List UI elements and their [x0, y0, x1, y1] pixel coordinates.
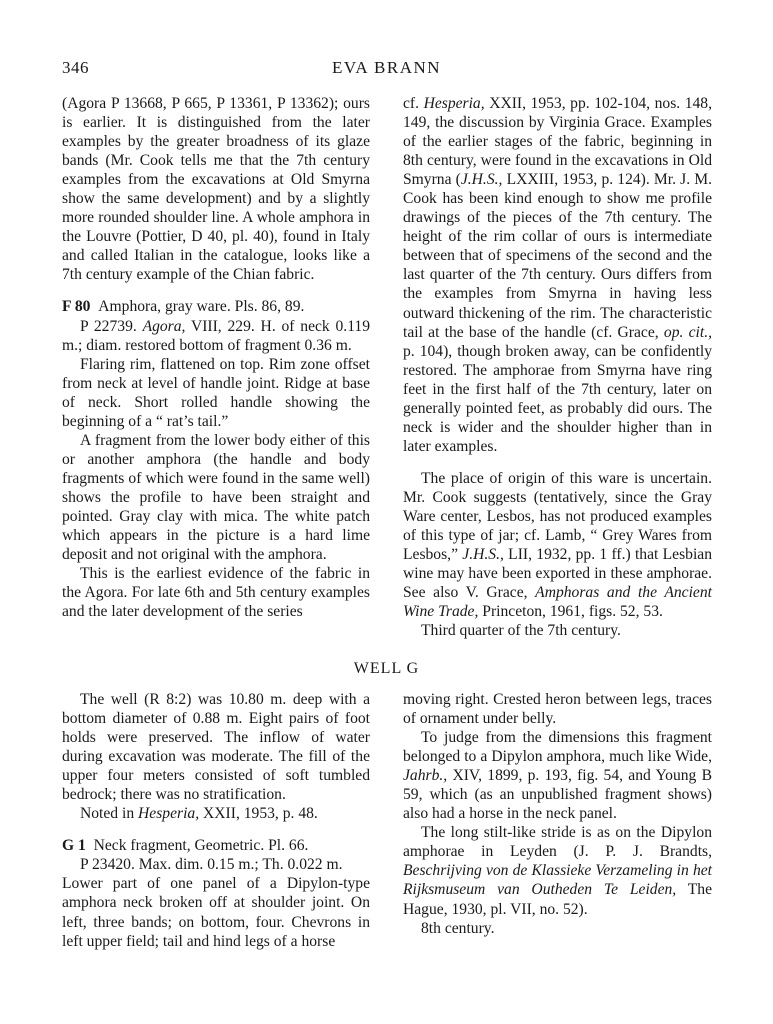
column-bottom-right — [403, 690, 712, 938]
paragraph-earliest-evidence: This is the earliest evidence of the fabric in the Agora. For late 6th and 5th century examples and the later development of the series — [62, 565, 370, 621]
paragraph-leyden: The long stilt-like stride is as on the Dipylon amphorae in Leyden (J. P. J. Brandts, Beschrijving von de Klassieke Verzameling in het Rijksmuseum van Outheden Te Leiden, The Hague, 1930, pl. VII, no. 52). — [403, 824, 712, 918]
catalog-number: G 1 — [62, 837, 86, 855]
column-top-right — [403, 94, 712, 640]
paragraph-date: 8th century. — [421, 919, 495, 937]
page-number: 346 — [62, 58, 89, 77]
paragraph-fragment-description: Lower part of one panel of a Dipylon-type amphora neck broken off at shoulder joint. On left, three bands; on bottom, four. Chevrons in left upper field; tail and hind legs of a horse — [62, 875, 370, 950]
paragraph-well-description: The well (R 8:2) was 10.80 m. deep with a bottom diameter of 0.88 m. Eight pairs of foot holds were preserved. The inflow of water during excavation was moderate. The fill of the upper four meters consisted of soft tumbled bedrock; there was no stratification. — [62, 691, 370, 804]
paragraph-series-discussion: cf. Hesperia, XXII, 1953, pp. 102-104, nos. 148, 149, the discussion by Virginia Grace. Examples of the earlier stages of the fabric, beginning in 8th century, were found in the excavations in Old Smyrna (J.H.S., LXXIII, 1953, p. 124). Mr. J. M. Cook has been kind enough to show me profile drawings of the pieces of the 7th century. The height of the rim collar of ours is intermediate between that of specimens of the second and the last quarter of the 7th century. Ours differs from the examples from Smyrna in having less outward thickening of the rim. The characteristic tail at the base of the handle (cf. Grace, op. cit., p. 104), though broken away, can be confidently restored. The amphorae from Smyrna have ring feet in the first half of the 7th century, later on generally pointed feet, as probably did ours. The neck is wider and the shoulder higher than in later examples. — [403, 95, 713, 455]
paragraph-rim-description: Flaring rim, flattened on top. Rim zone offset from neck at level of handle joint. Ridge at base of neck. Short rolled handle showing the beginning of a “ rat’s tail.” — [62, 355, 370, 430]
paragraph-dipylon-comparison: To judge from the dimensions this fragment belonged to a Dipylon amphora, much like Wide, Jahrb., XIV, 1899, p. 193, fig. 54, and Young B 59, which (as an unpublished fragment shows) also had a horse in the neck panel. — [403, 729, 712, 823]
paragraph-noted-in: Noted in Hesperia, XXII, 1953, p. 48. — [80, 805, 318, 823]
running-header-author: EVA BRANN — [331, 58, 442, 77]
column-top-left — [62, 94, 370, 621]
catalog-title: Amphora, gray ware. Pls. 86, 89. — [98, 298, 305, 316]
column-bottom-left — [62, 690, 370, 951]
section-title: WELL G — [353, 660, 420, 677]
catalog-number: F 80 — [62, 298, 91, 316]
catalog-title: Neck fragment, Geometric. Pl. 66. — [93, 837, 309, 855]
paragraph-fragment-profile: A fragment from the lower body either of this or another amphora (the handle and body fragments of which were found in the same well) shows the profile to have been straight and pointed. Gray clay with mica. The white patch which appears in the picture is a hard lime deposit and not original with the amphora. — [62, 431, 370, 564]
paragraph-dating: Third quarter of the 7th century. — [421, 622, 621, 640]
catalog-reference: P 23420. Max. dim. 0.15 m.; Th. 0.022 m. — [80, 856, 343, 874]
paragraph-origin: The place of origin of this ware is uncertain. Mr. Cook suggests (tentatively, since the Gray Ware center, Lesbos, has not produced examples of this type of jar; cf. Lamb, “ Grey Wares from Lesbos,” J.H.S., LII, 1932, pp. 1 ff.) that Lesbian wine may have been exported in these amphorae. See also V. Grace, Amphoras and the Ancient Wine Trade, Princeton, 1961, figs. 52, 53. — [403, 469, 713, 621]
catalog-entry-heading — [62, 836, 370, 855]
catalog-entry-heading — [62, 297, 370, 316]
paragraph-heron: moving right. Crested heron between legs, traces of ornament under belly. — [403, 691, 712, 728]
paragraph-chian-comparison: (Agora P 13668, P 665, P 13361, P 13362); ours is earlier. It is distinguished from the later examples by the greater broadness of its glaze bands (Mr. Cook tells me that the 7th century examples from the excavations at Old Smyrna show the same development) and by a slightly more rounded shoulder line. A whole amphora in the Louvre (Pottier, D 40, pl. 40), found in Italy and called Italian in the catalogue, looks like a 7th century example of the Chian fabric. — [62, 95, 370, 284]
catalog-reference: P 22739. Agora, VIII, 229. H. of neck 0.119 m.; diam. restored bottom of fragment 0.36 m. — [62, 317, 371, 354]
